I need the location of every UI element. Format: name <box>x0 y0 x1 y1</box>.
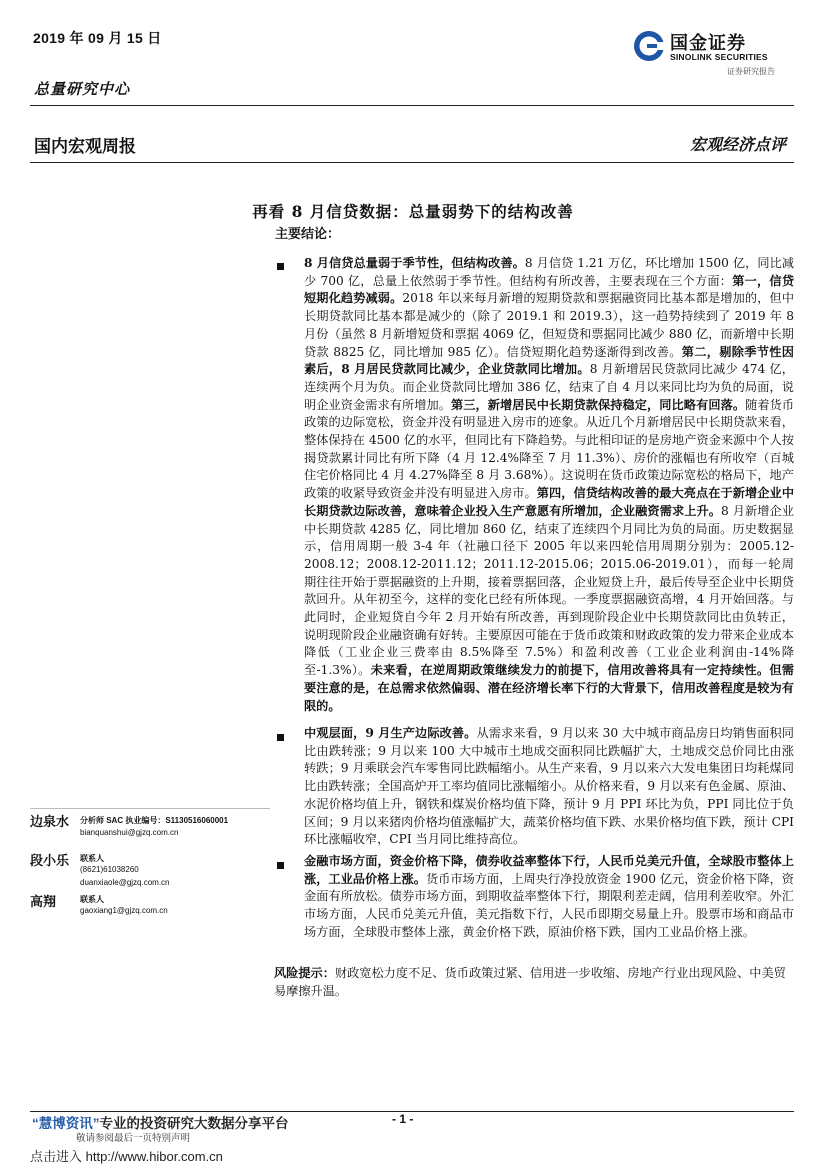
analyst-email[interactable]: duanxiaole@gjzq.com.cn <box>80 878 170 887</box>
risk-warning <box>274 965 794 1000</box>
analyst-phone: (8621)61038260 <box>80 865 139 874</box>
footer-brand[interactable] <box>32 1112 289 1132</box>
text-segment: 随着货币政策的边际宽松，资金并没有明显进入房市的迹象。从近几个月新增居民中长期贷款来看，整体保持在 4500 亿的水平，但同比有下降趋势。与此相印证的是房地产资金来源中个人按揭贷款累计同比有所下降（4 月 12.4%降至 7 月 11.3%）、房价的涨幅也有所收窄（百城住宅价格同比 4 月 4.27%降至 8 月 3.68%）。这说明在货币政策边际宽松的格局下，地产政策的收紧导致资金并没有明显进入房市。 <box>304 397 795 501</box>
analyst-name: 段小乐 <box>30 854 70 869</box>
logo-cn-text: 国金证券 <box>670 33 746 53</box>
logo-en-text: SINOLINK SECURITIES <box>670 52 768 62</box>
bullet-square-icon <box>277 734 284 741</box>
text-segment: 从需求来看，9 月以来 30 大中城市商品房日均销售面积同比由跌转涨；9 月以来 100 大中城市土地成交面积同比跌幅扩大，土地成交总价同比由涨转跌；9 月乘联会汽车零售同比跌幅缩小。从生产来看，9 月以来六大发电集团日均耗煤同比由跌转涨；全国高炉开工率均值同比涨幅缩小。从价格来看，9 月以来有色金属、原油、水泥价格均值上升，钢铁和煤炭价格均值下降，预计 9 月 PPI 环比为负，PPI 同比位于负区间；9 月以来猪肉价格均值涨幅扩大，蔬菜价格均值下跌、水果价格均值下跌，预计 CPI 环比涨幅收窄，CPI 当月同比维持高位。 <box>304 726 794 847</box>
footer-quote-open: “ <box>32 1116 39 1131</box>
text-segment: 8 月信贷 1.21 万亿，环比增加 1500 亿，同比减少 700 亿，总量上依然弱于季节性。但结构有所改善，主要表现在三个方面： <box>304 256 794 288</box>
conclusion-label: 主要结论： <box>275 227 341 242</box>
bold-text-segment: 第二，剔除季节性因素后，8 月居民贷款同比减少，企业贷款同比增加。 <box>304 344 794 377</box>
report-type: 国内宏观周报 <box>34 137 136 156</box>
text-segment: 8 月新增企业中长期贷款 4285 亿，同比增加 860 亿，结束了连续四个月同比为负的局面。历史数据显示，信用周期一般 3-4 年（社融口径下 2005 年以来四轮信用周期分别为：2005.12-2008.12；2008.12-2011.12；2011.12-2015.06；2015.06-2019.01），而每一轮周期往往开始于票据融资的上升期，接着票据回落，企业短贷上升，最后传导至企业中长期贷款回升。从年初至今，这样的变化已经有所体现。一季度票据融资高增，4 月开始回落。与此同时，企业短贷自今年 2 月开始有所改善，再到现阶段企业中长期贷款同比由负转正，说明现阶段企业融资确有好转。主要原因可能在于货币政策和财政政策的发力带来企业成本降低（工业企业三费率由 8.5%降至 7.5%）和盈利改善（工业企业利润由-14%降至-1.3%）。 <box>304 503 794 678</box>
footer-link[interactable]: 点击进入 http://www.hibor.com.cn <box>30 1149 223 1164</box>
analyst-name: 高翔 <box>30 895 57 910</box>
bold-text-segment: 第三，新增居民中长期贷款保持稳定，同比略有回落。 <box>451 397 746 412</box>
bold-text-segment: 未来看，在逆周期政策继续发力的前提下，信用改善将具有一定持续性。但需要注意的是，在总需求依然偏弱、潜在经济增长率下行的大背景下，信用改善程度是较为有限的。 <box>304 663 795 713</box>
risk-text: 财政宽松力度不足、货币政策过紧、信用进一步收缩、房地产行业出现风险、中美贸易摩擦升温。 <box>274 966 786 998</box>
footer-quote-close: ” <box>92 1116 100 1131</box>
analyst-role: 联系人 <box>80 854 104 863</box>
risk-label: 风险提示： <box>274 966 335 980</box>
paragraph-meso <box>304 725 794 849</box>
bullet-square-icon <box>277 263 284 270</box>
footer-brand-rest: 专业的投资研究大数据分享平台 <box>99 1116 289 1131</box>
report-title: 再看 8 月信贷数据：总量弱势下的结构改善 <box>252 202 574 221</box>
footer-disclaimer: 敬请参阅最后一页特别声明 <box>76 1133 191 1144</box>
bullet-square-icon <box>277 862 284 869</box>
page-number: - 1 - <box>392 1112 414 1126</box>
analyst-email[interactable]: gaoxiang1@gjzq.com.cn <box>80 906 168 915</box>
analyst-email[interactable]: bianquanshui@gjzq.com.cn <box>80 828 179 837</box>
analyst-role: 分析师 SAC 执业编号：S1130516060001 <box>80 816 229 825</box>
paragraph-financial-markets <box>304 853 794 942</box>
header-divider-top <box>30 105 794 106</box>
sinolink-logo-icon <box>632 29 666 63</box>
analyst-name: 边泉水 <box>30 815 70 830</box>
bold-text-segment: 第一，信贷短期化趋势减弱。 <box>304 273 795 306</box>
research-center: 总量研究中心 <box>34 80 131 98</box>
text-segment: 8 月新增居民贷款同比减少 474 亿，连续两个月为负。而企业贷款同比增加 386 亿，结束了自 4 月以来同比均为负的局面，说明企业资金需求有所增加。 <box>304 362 794 412</box>
footer-brand-highlight: 慧博资讯 <box>38 1116 93 1131</box>
analyst-divider <box>30 808 270 809</box>
paragraph-credit <box>304 255 794 715</box>
bold-text-segment: 金融市场方面，资金价格下降，债券收益率整体下行，人民币兑美元升值，全球股市整体上涨，工业品价格上涨。 <box>304 854 794 886</box>
bold-text-segment: 第四，信贷结构改善的最大亮点在于新增企业中长期贷款边际改善，意味着企业投入生产意愿有所增加，企业融资需求上升。 <box>304 486 795 518</box>
analyst-role: 联系人 <box>80 895 104 904</box>
report-category: 宏观经济点评 <box>689 135 786 154</box>
text-segment: 货币市场方面，上周央行净投放资金 1900 亿元，资金价格下降，资金面有所放松。债券市场方面，到期收益率整体下行，期限利差走阔，信用利差收窄。外汇市场方面，人民币兑美元升值，美元指数下行，人民币即期交易量上升。股票市场和商品市场方面，全球股市整体上涨，黄金价格下跌，原油价格下跌，国内工业品价格上涨。 <box>304 871 794 939</box>
text-segment: 2018 年以来每月新增的短期贷款和票据融资同比基本都是增加的，但中长期贷款同比基本都是减少的（除了 2019.1 和 2019.3），这一趋势持续到了 2019 年 8 月份（虽然 8 月新增短贷和票据 4069 亿，但短贷和票据同比减少 880 亿，而新增中长期贷款 8825 亿，同比增加 985 亿）。信贷短期化趋势逐渐得到改善。 <box>304 291 795 359</box>
report-date: 2019 年 09 月 15 日 <box>33 30 162 46</box>
logo-sub-text: 证券研究报告 <box>727 67 775 76</box>
bold-text-segment: 中观层面，9 月生产边际改善。 <box>304 726 477 740</box>
bold-text-segment: 8 月信贷总量弱于季节性，但结构改善。 <box>304 256 525 270</box>
header-divider-bottom <box>30 162 794 163</box>
